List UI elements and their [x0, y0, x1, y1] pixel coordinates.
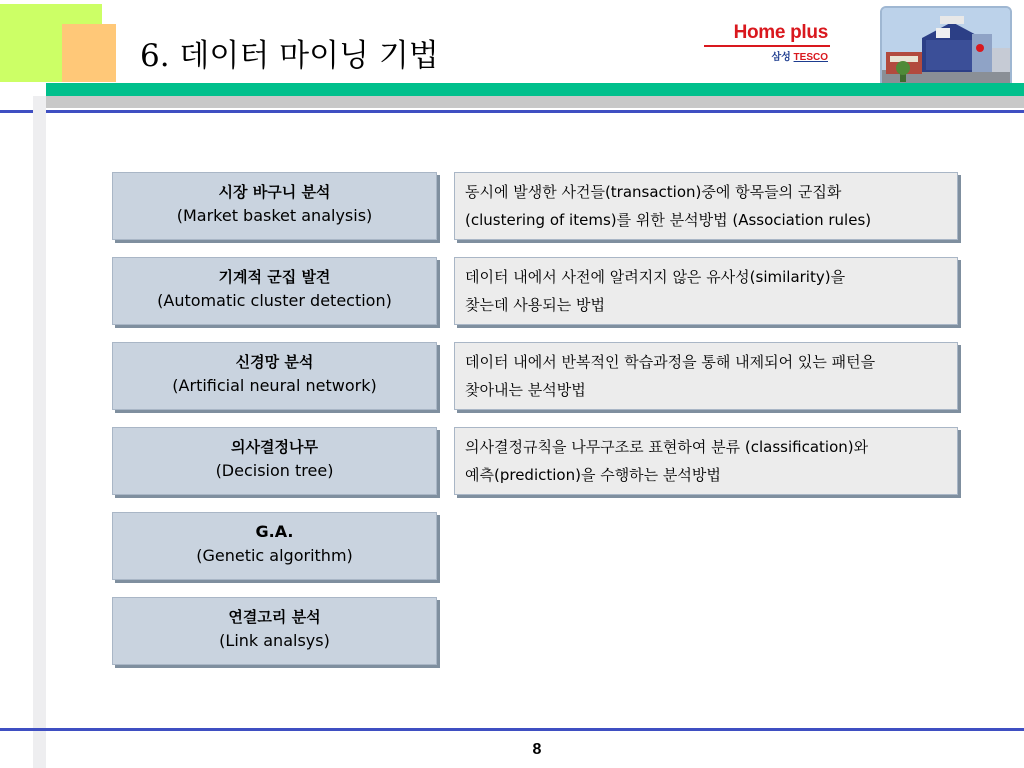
- technique-korean-name: 기계적 군집 발견: [218, 268, 331, 286]
- page-number: 8: [532, 741, 542, 758]
- technique-korean-name: 신경망 분석: [235, 353, 314, 371]
- left-vertical-strip: [33, 96, 46, 768]
- technique-korean-name: 연결고리 분석: [228, 608, 321, 626]
- slide-title: 6. 데이터 마이닝 기법: [140, 38, 439, 74]
- description-line: 데이터 내에서 반복적인 학습과정을 통해 내제되어 있는 패턴을: [465, 353, 876, 371]
- technique-english-name: (Artificial neural network): [172, 376, 377, 395]
- description-line: (clustering of items)를 위한 분석방법 (Association rules): [465, 211, 872, 229]
- technique-box-link-analysis: [112, 597, 437, 665]
- header-divider-line: [0, 110, 1024, 113]
- homeplus-logo: [700, 22, 830, 62]
- description-box-neural-network: [454, 342, 958, 410]
- store-building-icon: [882, 8, 1010, 94]
- technique-korean-name: G.A.: [255, 522, 294, 541]
- technique-english-name: (Decision tree): [215, 461, 334, 480]
- description-line: 동시에 발생한 사건들(transaction)중에 항목들의 군집화: [465, 183, 842, 201]
- description-line: 찾는데 사용되는 방법: [465, 296, 605, 314]
- technique-english-name: (Market basket analysis): [176, 206, 373, 225]
- header-gray-bar: [46, 96, 1024, 108]
- description-box-market-basket: [454, 172, 958, 240]
- technique-english-name: (Link analsys): [219, 631, 330, 650]
- decorative-orange-square: [62, 24, 116, 82]
- technique-korean-name: 시장 바구니 분석: [218, 183, 331, 201]
- description-box-cluster-detection: [454, 257, 958, 325]
- technique-box-genetic-algorithm: [112, 512, 437, 580]
- description-line: 예측(prediction)을 수행하는 분석방법: [465, 466, 721, 484]
- logo-subtitle: [771, 48, 828, 63]
- technique-box-decision-tree: [112, 427, 437, 495]
- technique-english-name: (Automatic cluster detection): [157, 291, 392, 310]
- footer-divider-line: [0, 728, 1024, 731]
- logo-tesco-text: TESCO: [793, 52, 828, 63]
- description-box-decision-tree: [454, 427, 958, 495]
- header-green-bar: [46, 83, 1024, 96]
- description-line: 찾아내는 분석방법: [465, 381, 586, 399]
- technique-korean-name: 의사결정나무: [231, 438, 318, 456]
- technique-english-name: (Genetic algorithm): [196, 546, 353, 565]
- logo-samsung-text: 삼성: [771, 52, 791, 63]
- technique-box-market-basket: [112, 172, 437, 240]
- logo-underline: [704, 45, 830, 47]
- description-line: 의사결정규칙을 나무구조로 표현하여 분류 (classification)와: [465, 438, 869, 456]
- logo-brand-text: Home plus: [733, 22, 828, 43]
- technique-box-cluster-detection: [112, 257, 437, 325]
- description-line: 데이터 내에서 사전에 알려지지 않은 유사성(similarity)을: [465, 268, 846, 286]
- technique-box-neural-network: [112, 342, 437, 410]
